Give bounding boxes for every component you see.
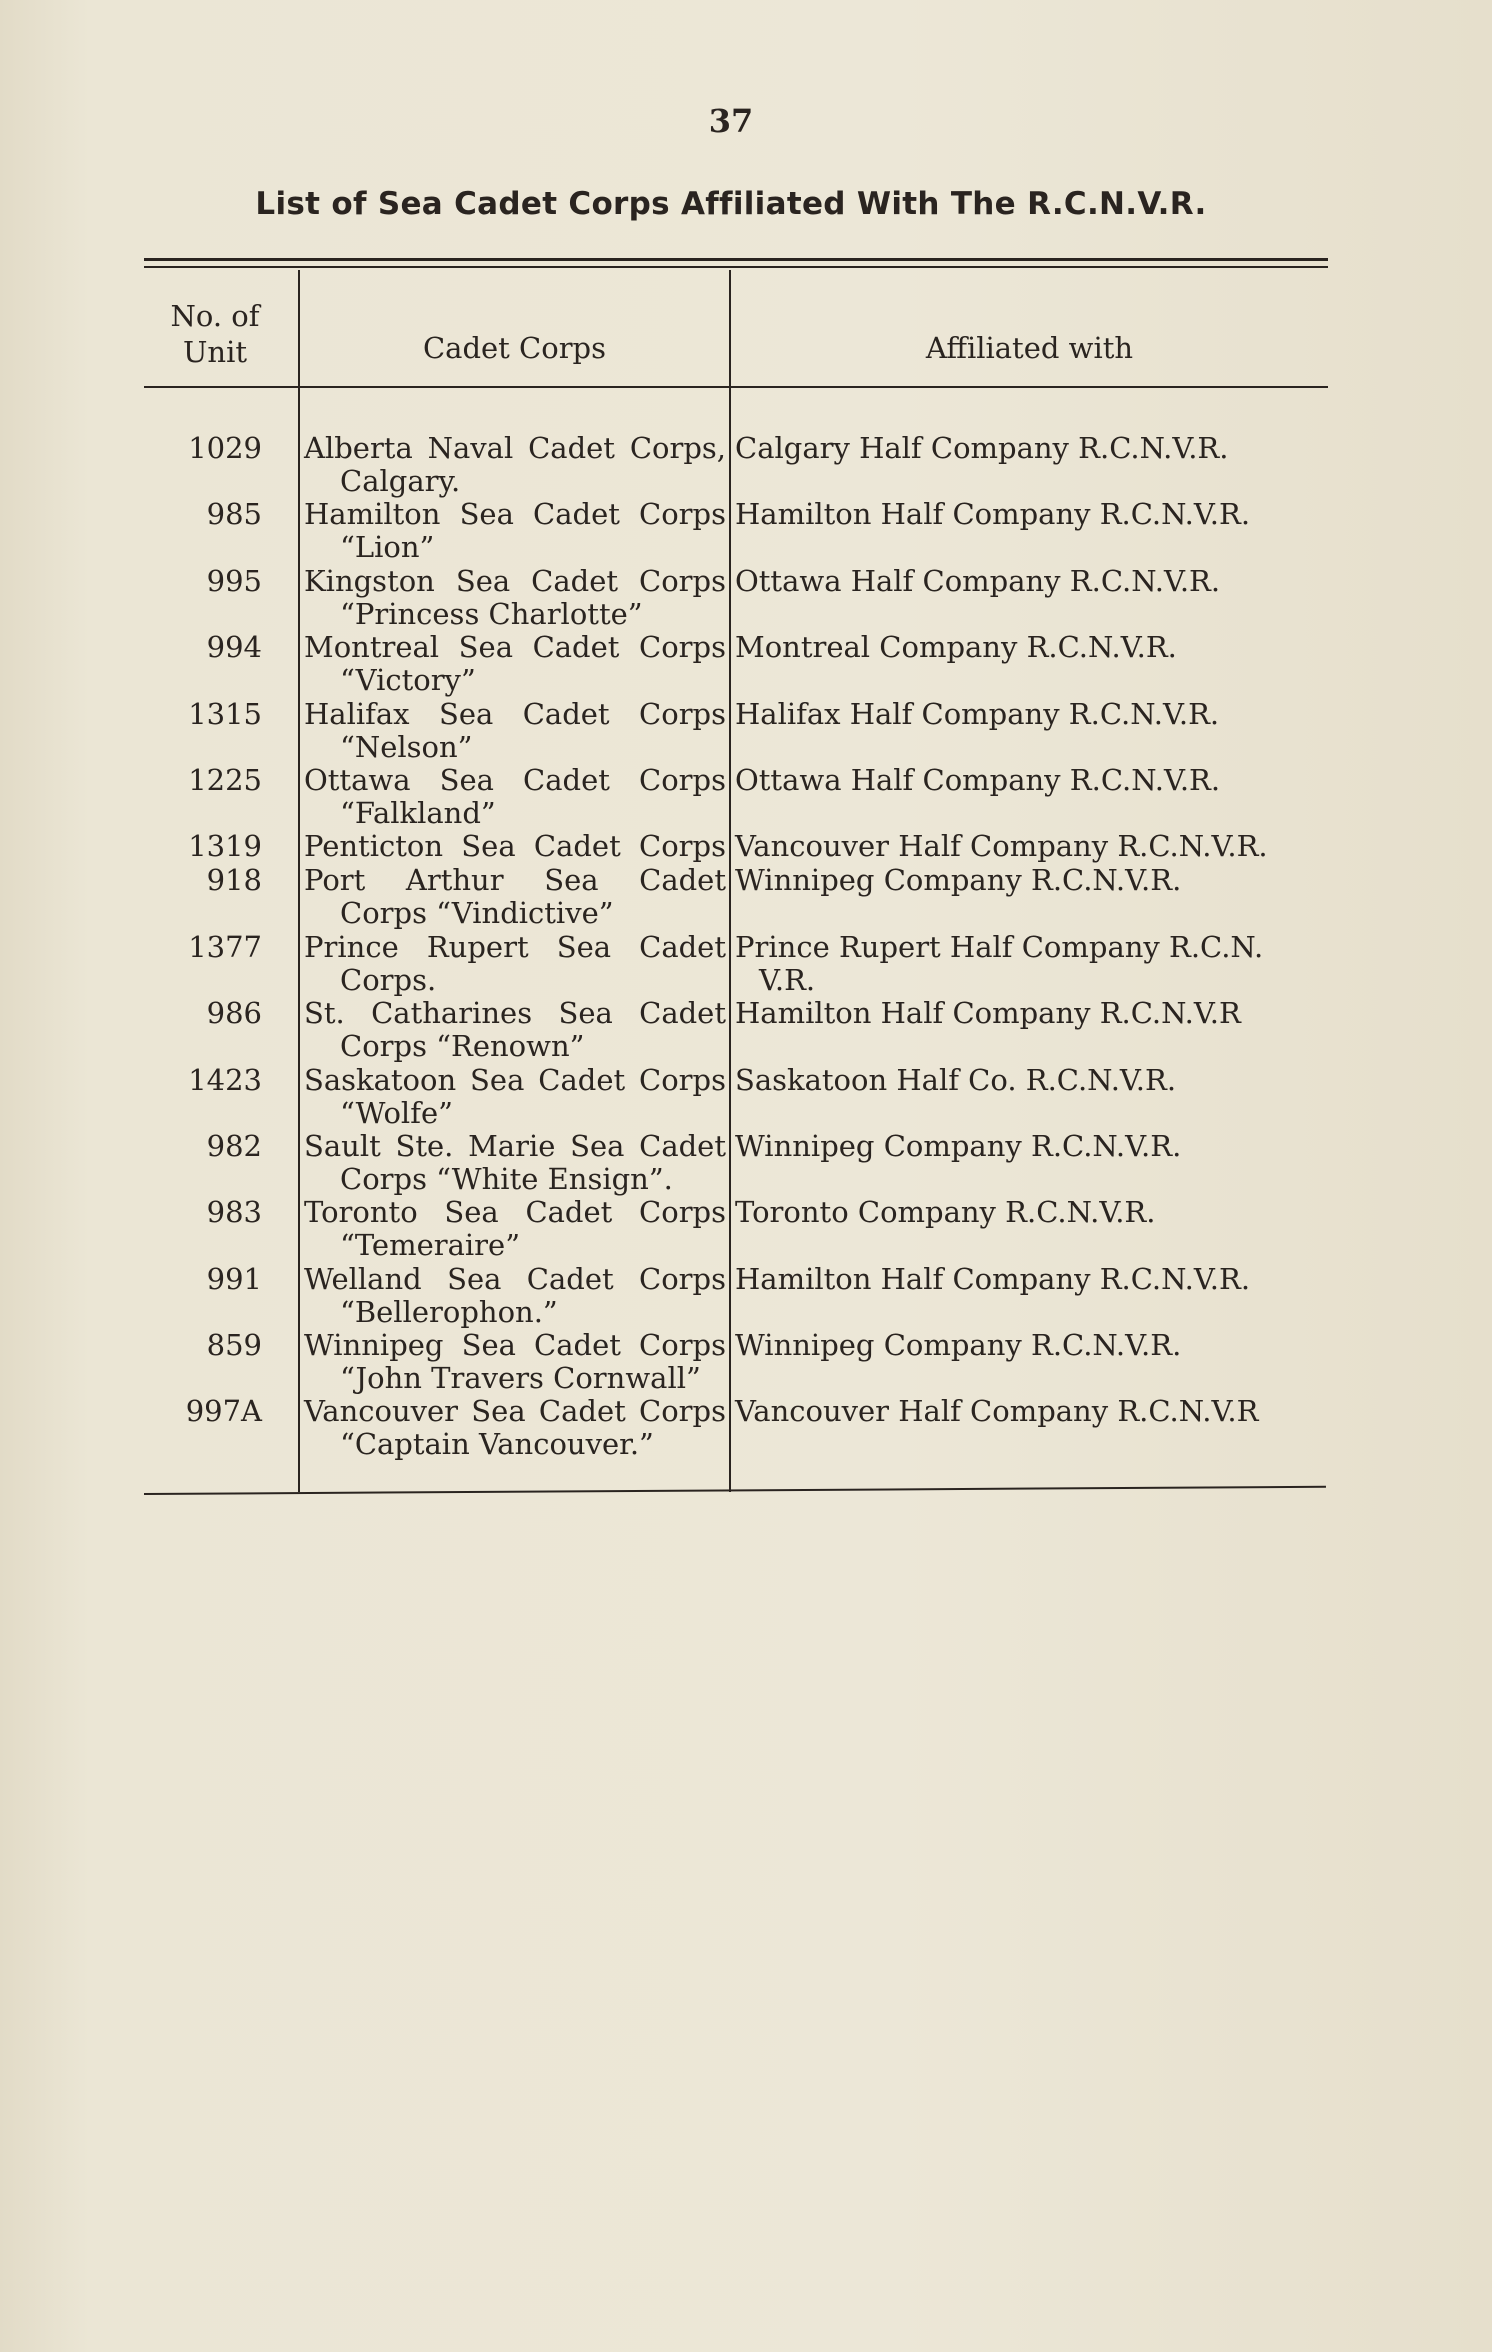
table-row (0, 698, 1492, 764)
column-header-unit-number: No. of Unit (170, 299, 260, 369)
page-title: List of Sea Cadet Corps Affiliated With The R.C.N.V.R. (255, 186, 1207, 222)
cadet-corps: Montreal Sea Cadet Corps “Victory” (304, 630, 726, 698)
table-row (0, 864, 1492, 930)
unit-number: 986 (206, 996, 262, 1031)
unit-number: 983 (206, 1195, 262, 1230)
unit-number: 995 (206, 563, 262, 598)
unit-number: 1225 (188, 762, 262, 797)
unit-number: 918 (206, 863, 262, 898)
cadet-corps: Sault Ste. Marie Sea Cadet Corps “White Ensign”. (304, 1128, 726, 1196)
affiliated-with: Calgary Half Company R.C.N.V.R. (735, 431, 1229, 465)
unit-number: 982 (206, 1128, 262, 1163)
affiliated-with: Winnipeg Company R.C.N.V.R. (735, 863, 1182, 898)
affiliated-with: Winnipeg Company R.C.N.V.R. (735, 1128, 1182, 1163)
cadet-corps: Winnipeg Sea Cadet Corps “John Travers Cornwall” (304, 1328, 726, 1396)
affiliated-with: Montreal Company R.C.N.V.R. (735, 630, 1177, 665)
unit-number: 1319 (188, 829, 262, 864)
cadet-corps: Ottawa Sea Cadet Corps “Falkland” (304, 762, 726, 830)
table-body (0, 432, 1492, 1462)
table-row (0, 432, 1492, 498)
affiliated-with: Hamilton Half Company R.C.N.V.R (735, 996, 1241, 1031)
unit-number: 1029 (188, 431, 262, 465)
affiliated-with: Ottawa Half Company R.C.N.V.R. (735, 762, 1221, 797)
affiliated-with: Hamilton Half Company R.C.N.V.R. (735, 497, 1251, 532)
affiliated-with: Ottawa Half Company R.C.N.V.R. (735, 563, 1221, 598)
table-row (0, 1263, 1492, 1329)
cadet-corps: Saskatoon Sea Cadet Corps “Wolfe” (304, 1062, 726, 1130)
unit-number: 997A (185, 1394, 262, 1429)
column-header-cadet-corps: Cadet Corps (422, 331, 607, 365)
unit-number: 991 (206, 1261, 262, 1296)
cadet-corps: Kingston Sea Cadet Corps “Princess Charlotte” (304, 563, 726, 631)
unit-number: 1315 (188, 696, 262, 731)
page-number: 37 (708, 102, 754, 140)
table-top-rule (144, 258, 1328, 261)
cadet-corps: Penticton Sea Cadet Corps (304, 829, 726, 864)
unit-number: 1423 (188, 1062, 262, 1097)
table-row (0, 1329, 1492, 1395)
table-top-rule-inner (144, 266, 1328, 268)
table-row (0, 1130, 1492, 1196)
table-bottom-rule (144, 1486, 1326, 1495)
table-row (0, 931, 1492, 997)
cadet-corps: St. Catharines Sea Cadet Corps “Renown” (304, 996, 726, 1064)
table-row (0, 631, 1492, 697)
unit-number: 859 (206, 1328, 262, 1363)
affiliated-with: Prince Rupert Half Company R.C.N. V.R. (735, 929, 1264, 997)
table-row (0, 1064, 1492, 1130)
affiliated-with: Saskatoon Half Co. R.C.N.V.R. (735, 1062, 1177, 1097)
header-rule (144, 386, 1328, 388)
affiliated-with: Toronto Company R.C.N.V.R. (735, 1195, 1156, 1230)
affiliated-with: Winnipeg Company R.C.N.V.R. (735, 1328, 1182, 1363)
cadet-corps: Welland Sea Cadet Corps “Bellerophon.” (304, 1261, 726, 1329)
table-row (0, 764, 1492, 830)
unit-number: 1377 (188, 929, 262, 964)
table-row (0, 1395, 1492, 1461)
unit-number: 994 (206, 630, 262, 665)
table-row (0, 498, 1492, 564)
affiliated-with: Halifax Half Company R.C.N.V.R. (735, 696, 1220, 731)
cadet-corps: Hamilton Sea Cadet Corps “Lion” (304, 497, 726, 565)
table-row (0, 1196, 1492, 1262)
table-row (0, 565, 1492, 631)
cadet-corps: Prince Rupert Sea Cadet Corps. (304, 929, 726, 997)
cadet-corps: Halifax Sea Cadet Corps “Nelson” (304, 696, 726, 764)
table-row (0, 997, 1492, 1063)
unit-number: 985 (206, 497, 262, 532)
affiliated-with: Hamilton Half Company R.C.N.V.R. (735, 1261, 1251, 1296)
affiliated-with: Vancouver Half Company R.C.N.V.R. (735, 829, 1268, 864)
cadet-corps: Vancouver Sea Cadet Corps “Captain Vancouver.” (304, 1394, 726, 1462)
cadet-corps: Alberta Naval Cadet Corps, Calgary. (304, 431, 726, 498)
cadet-corps: Toronto Sea Cadet Corps “Temeraire” (304, 1195, 726, 1263)
cadet-corps: Port Arthur Sea Cadet Corps “Vindictive” (304, 863, 726, 931)
affiliated-with: Vancouver Half Company R.C.N.V.R (735, 1394, 1259, 1429)
column-header-affiliated-with: Affiliated with (925, 331, 1134, 365)
